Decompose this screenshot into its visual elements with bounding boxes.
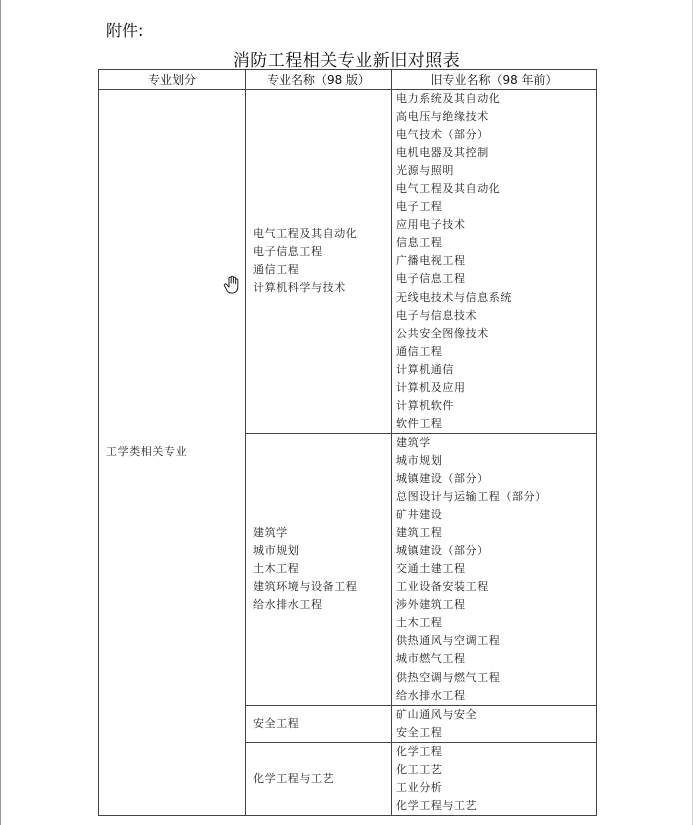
table-row (99, 90, 597, 434)
old-major-item: 安全工程 (396, 725, 443, 739)
old-major-item: 电气工程及其自动化 (396, 182, 501, 196)
old-major-item: 电子工程 (396, 200, 443, 214)
new-major-item: 通信工程 (253, 263, 300, 277)
old-major-item: 软件工程 (396, 416, 443, 430)
old-major-item: 城镇建设（部分） (396, 544, 489, 558)
old-majors-cell (392, 705, 597, 742)
new-major-item: 化学工程与工艺 (253, 771, 335, 785)
old-major-item: 公共安全图像技术 (396, 326, 489, 340)
page-left-edge (0, 0, 5, 825)
old-majors-cell (392, 433, 597, 705)
old-major-item: 电子与信息技术 (396, 308, 478, 322)
new-major-item: 给水排水工程 (253, 598, 323, 612)
old-major-item: 应用电子技术 (396, 218, 466, 232)
table-header-row (99, 70, 597, 90)
old-major-item: 计算机及应用 (396, 380, 466, 394)
new-major-item: 建筑环境与设备工程 (253, 580, 358, 594)
old-major-item: 城市规划 (396, 453, 443, 467)
old-major-item: 广播电视工程 (396, 254, 466, 268)
old-major-item: 化学工程 (396, 744, 443, 758)
new-majors-cell (246, 742, 392, 815)
old-majors-cell (392, 742, 597, 815)
new-majors-cell (246, 90, 392, 434)
hand-cursor-icon (223, 275, 241, 295)
document-title: 消防工程相关专业新旧对照表 (232, 51, 461, 71)
category-label: 工学类相关专业 (106, 445, 188, 459)
new-major-item: 土木工程 (253, 562, 300, 576)
new-major-item: 城市规划 (253, 544, 300, 558)
old-major-item: 城镇建设（部分） (396, 471, 489, 485)
new-major-item: 电气工程及其自动化 (253, 227, 358, 241)
old-major-item: 化学工程与工艺 (396, 798, 478, 812)
new-majors-cell (246, 433, 392, 705)
old-major-item: 交通土建工程 (396, 562, 466, 576)
old-major-item: 土木工程 (396, 616, 443, 630)
old-major-item: 供热通风与空调工程 (396, 634, 501, 648)
category-cell (99, 90, 246, 816)
old-major-item: 涉外建筑工程 (396, 598, 466, 612)
new-majors-cell (246, 705, 392, 742)
old-major-item: 工业分析 (396, 780, 443, 794)
old-majors-cell (392, 90, 597, 434)
old-major-item: 城市燃气工程 (396, 652, 466, 666)
old-major-item: 无线电技术与信息系统 (396, 290, 512, 304)
old-major-item: 电力系统及其自动化 (396, 92, 501, 105)
old-major-item: 高电压与绝缘技术 (396, 110, 489, 124)
old-major-item: 通信工程 (396, 344, 443, 358)
table-body (99, 90, 597, 816)
old-major-item: 化工工艺 (396, 762, 443, 776)
old-major-item: 电气技术（部分） (396, 128, 489, 142)
old-major-item: 矿井建设 (396, 508, 443, 522)
major-mapping-table (98, 69, 597, 816)
new-major-item: 安全工程 (253, 716, 300, 730)
old-major-item: 电机电器及其控制 (396, 146, 489, 160)
header-new-major: 专业名称（98 版） (246, 70, 392, 90)
new-major-item: 计算机科学与技术 (253, 281, 346, 295)
new-major-item: 建筑学 (253, 526, 288, 540)
old-major-item: 计算机软件 (396, 398, 454, 412)
old-major-item: 建筑学 (396, 435, 431, 449)
old-major-item: 总图设计与运输工程（部分） (396, 490, 547, 504)
old-major-item: 工业设备安装工程 (396, 580, 489, 594)
header-old-major: 旧专业名称（98 年前） (392, 70, 597, 90)
old-major-item: 光源与照明 (396, 164, 454, 178)
old-major-item: 供热空调与燃气工程 (396, 670, 501, 684)
attachment-label: 附件: (106, 21, 144, 40)
old-major-item: 给水排水工程 (396, 688, 466, 702)
old-major-item: 电子信息工程 (396, 272, 466, 286)
old-major-item: 信息工程 (396, 236, 443, 250)
old-major-item: 建筑工程 (396, 526, 443, 540)
new-major-item: 电子信息工程 (253, 245, 323, 259)
header-category: 专业划分 (99, 70, 246, 90)
old-major-item: 矿山通风与安全 (396, 707, 478, 721)
old-major-item: 计算机通信 (396, 362, 454, 376)
